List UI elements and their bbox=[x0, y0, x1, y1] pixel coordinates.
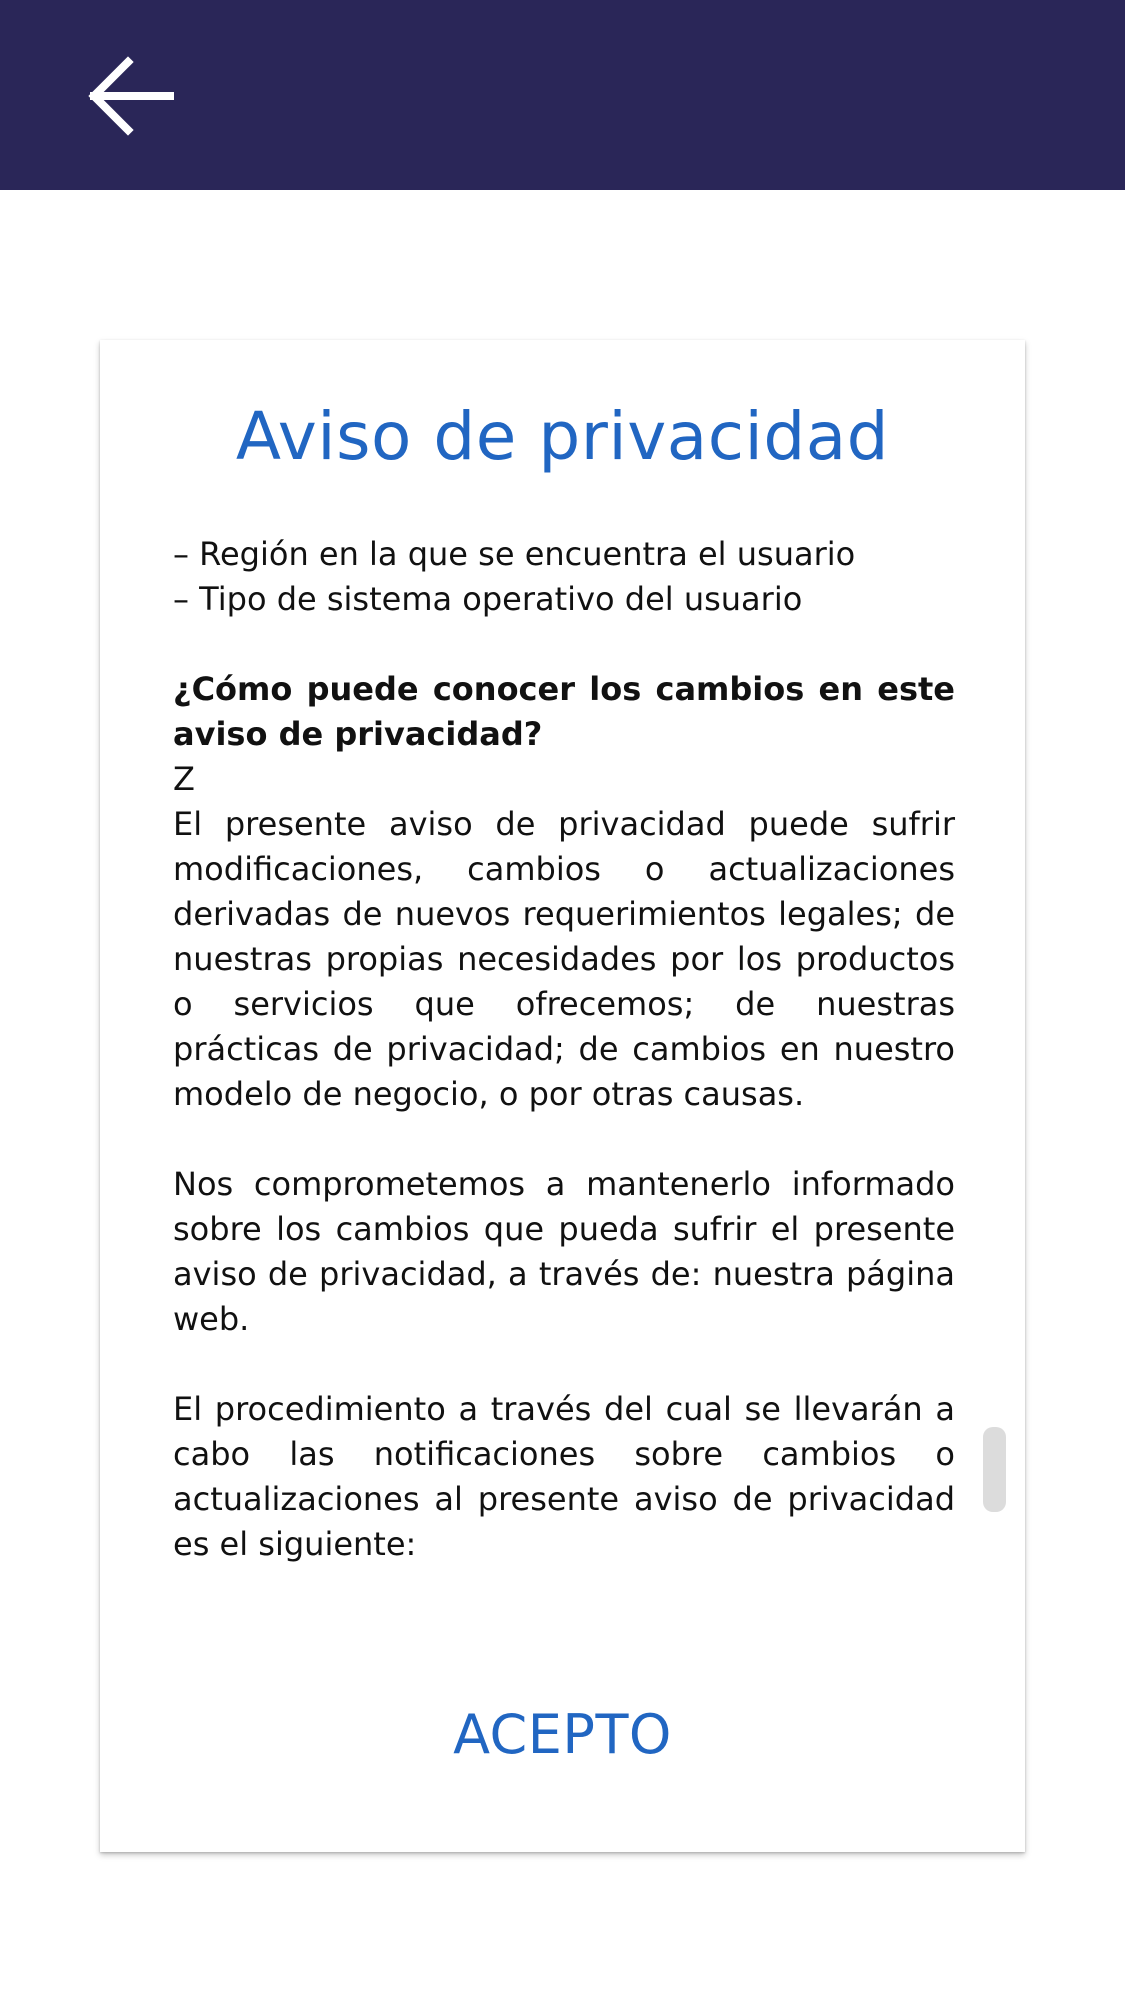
privacy-text bbox=[173, 532, 955, 1567]
scrollbar-thumb[interactable] bbox=[983, 1427, 1006, 1512]
paragraph: Nos comprometemos a mantenerlo informado sobre los cambios que pueda sufrir el presente aviso de privacidad, a través de: nuestra página web. bbox=[173, 1165, 955, 1338]
paragraph: El procedimiento a través del cual se llevarán a cabo las notificaciones sobre cambios o actualizaciones al presente aviso de privacidad es el siguiente: bbox=[173, 1390, 955, 1563]
accept-button[interactable]: ACEPTO bbox=[453, 1703, 672, 1766]
arrow-left-icon bbox=[82, 48, 178, 144]
paragraph: El presente aviso de privacidad puede sufrir modificaciones, cambios o actualizaciones derivadas de nuevos requerimientos legales; de nuestras propias necesidades por los productos o servicios que ofrecemos; de nuestras prácticas de privacidad; de cambios en nuestro modelo de negocio, o por otras causas. bbox=[173, 805, 955, 1113]
privacy-dialog bbox=[100, 340, 1025, 1852]
app-header bbox=[0, 0, 1125, 190]
section-heading: ¿Cómo puede conocer los cambios en este aviso de privacidad? bbox=[173, 670, 955, 753]
back-button[interactable] bbox=[82, 48, 178, 144]
dialog-title: Aviso de privacidad bbox=[235, 398, 890, 475]
list-item: – Región en la que se encuentra el usuario bbox=[173, 535, 856, 573]
marker-text: Z bbox=[173, 760, 195, 798]
list-item: – Tipo de sistema operativo del usuario bbox=[173, 580, 803, 618]
